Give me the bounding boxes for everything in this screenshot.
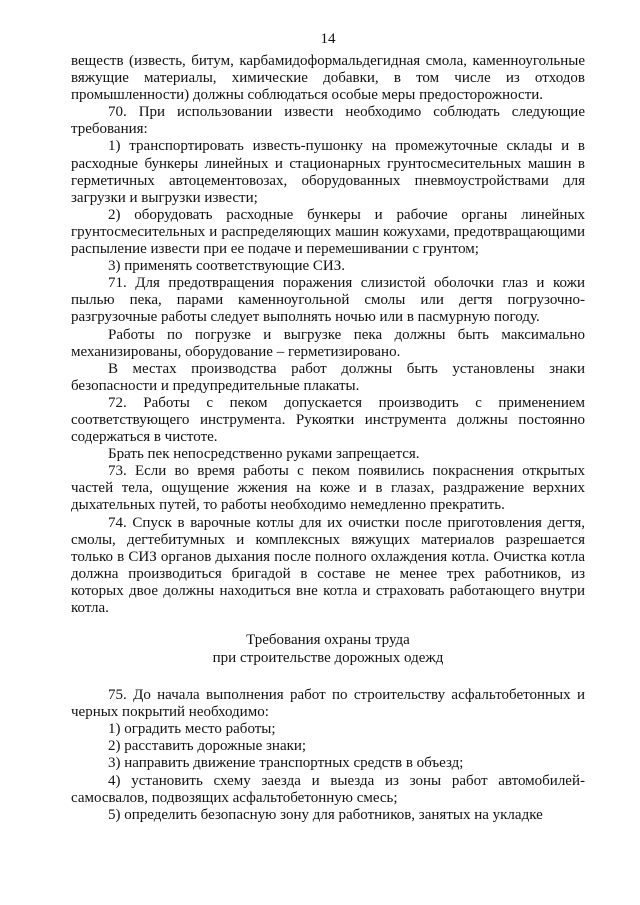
paragraph: 3) применять соответствующие СИЗ. <box>108 258 346 275</box>
paragraph: 5) определить безопасную зону для работников, занятых на укладке <box>108 806 543 823</box>
paragraph: 73. Если во время работы с пеком появились покраснения открытых частей тела, ощущение жжения на коже и в глазах, раздражение верхних дыхательных путей, то работы необходимо немедленно прекратить. <box>71 463 585 514</box>
paragraph: 1) транспортировать известь-пушонку на промежуточные склады и в расходные бункеры линейных и стационарных грунтосмесительных машин в герметичных автоцементовозах, оборудованных пневмоустройствами для загрузки и выгрузки извести; <box>71 138 585 206</box>
paragraph: 4) установить схему заезда и выезда из зоны работ автомобилей-самосвалов, подвозящих асфальтобетонную смесь; <box>71 772 585 806</box>
paragraph: 70. При использовании извести необходимо соблюдать следующие требования: <box>71 104 585 138</box>
paragraph: В местах производства работ должны быть установлены знаки безопасности и предупредительные плакаты. <box>71 360 585 394</box>
body-text-bottom <box>71 687 585 824</box>
paragraph: Работы по погрузке и выгрузке пека должны быть максимально механизированы, оборудование – герметизировано. <box>71 326 585 360</box>
section-heading-line-1: Требования охраны труда <box>246 632 410 649</box>
paragraph: 3) направить движение транспортных средств в объезд; <box>108 755 464 772</box>
paragraph: 74. Спуск в варочные котлы для их очистки после приготовления дегтя, смолы, дегтебитумных и комплексных вяжущих материалов разрешается только в СИЗ органов дыхания после полного охлаждения котла. Очистка котла должна производиться бригадой в составе не менее трех работников, из которых двое должны находиться вне котла и страховать работающего внутри котла. <box>71 514 585 616</box>
paragraph: 75. До начала выполнения работ по строительству асфальтобетонных и черных покрытий необходимо: <box>71 687 585 721</box>
body-text-top <box>71 53 585 617</box>
paragraph: 71. Для предотвращения поражения слизистой оболочки глаз и кожи пылью пека, парами каменноугольной смолы или дегтя погрузочно-разгрузочные работы следует выполнять ночью или в пасмурную погоду. <box>71 275 585 326</box>
paragraph: 2) оборудовать расходные бункеры и рабочие органы линейных грунтосмесительных и распределяющих машин кожухами, предотвращающими распыление извести при ее подаче и перемешивании с грунтом; <box>71 206 585 258</box>
paragraph: 2) расставить дорожные знаки; <box>108 738 307 755</box>
section-heading-line-2: при строительстве дорожных одежд <box>212 650 444 667</box>
paragraph: 72. Работы с пеком допускается производить с применением соответствующего инструмента. Рукоятки инструмента должны постоянно содержаться в чистоте. <box>71 394 585 446</box>
paragraph: Брать пек непосредственно руками запрещается. <box>108 446 420 463</box>
paragraph: 1) оградить место работы; <box>108 721 276 738</box>
section-heading <box>71 631 585 667</box>
paragraph: веществ (известь, битум, карбамидоформальдегидная смола, каменноугольные вяжущие материалы, химические добавки, в том числе из отходов промышленности) должны соблюдаться особые меры предосторожности. <box>71 53 585 104</box>
page-number: 14 <box>320 31 336 47</box>
